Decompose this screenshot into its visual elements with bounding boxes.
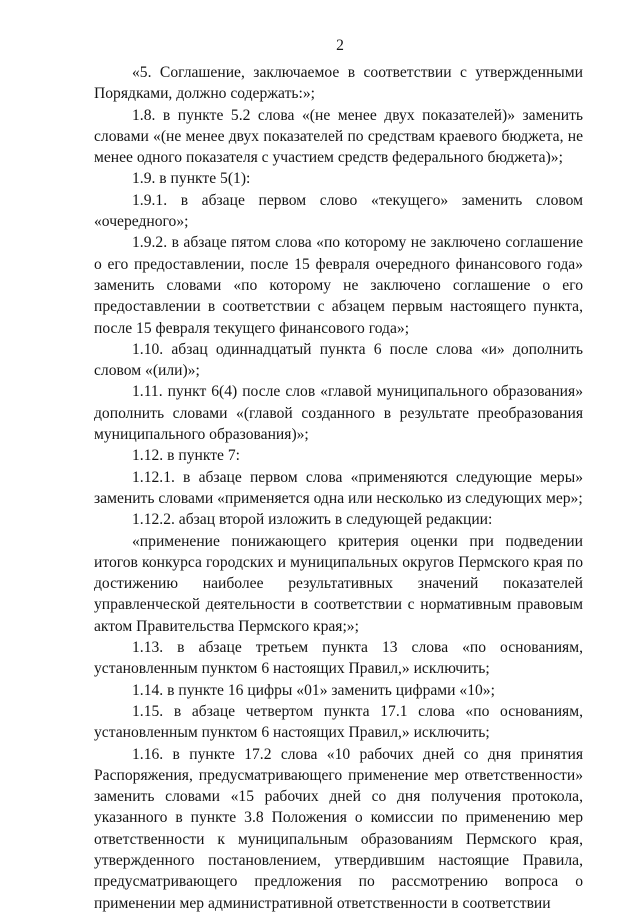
- paragraph-1-12: 1.12. в пункте 7:: [132, 447, 240, 465]
- paragraph-1-16: 1.16. в пункте 17.2 слова «10 рабочих дней со дня принятия Распоряжения, предусматривающего применение мер ответственности» заменить словами «15 рабочих дней со дня получения протокола, указанного в пункте 3.8 Положения о комиссии по применению мер ответственности к муниципальным образованиям Пермского края, утвержденного постановлением, утвердившим настоящие Правила, предусматривающего предложения по рассмотрению вопроса о применении мер административной ответственности в соответствии: [94, 745, 583, 912]
- page-number: 2: [336, 37, 344, 54]
- paragraph-1-12-2: 1.12.2. абзац второй изложить в следующей редакции:: [132, 511, 493, 529]
- paragraph-1-8: 1.8. в пункте 5.2 слова «(не менее двух показателей)» заменить словами «(не менее двух показателей по средствам краевого бюджета, не менее одного показателя с участием средств федерального бюджета)»;: [94, 106, 583, 167]
- paragraph-1-10: 1.10. абзац одиннадцатый пункта 6 после слова «и» дополнить словом «(или)»;: [94, 340, 583, 380]
- paragraph-1-9-1: 1.9.1. в абзаце первом слово «текущего» заменить словом «очередного»;: [94, 191, 583, 231]
- paragraph-1-9: 1.9. в пункте 5(1):: [132, 170, 251, 188]
- paragraph-1-15: 1.15. в абзаце четвертом пункта 17.1 слова «по основаниям, установленным пунктом 6 настоящих Правил,» исключить;: [94, 702, 583, 742]
- paragraph-agreement-quote: «5. Соглашение, заключаемое в соответствии с утвержденными Порядками, должно содержать:»;: [94, 64, 583, 103]
- document-body: [94, 62, 583, 914]
- paragraph-1-13: 1.13. в абзаце третьем пункта 13 слова «по основаниям, установленным пунктом 6 настоящих Правил,» исключить;: [94, 639, 583, 678]
- paragraph-1-9-2: 1.9.2. в абзаце пятом слова «по которому не заключено соглашение о его предоставлении, после 15 февраля очередного финансового года» заменить словами «по которому не заключено соглашение о его предоставлении в соответствии с абзацем первым настоящего пункта, после 15 февраля текущего финансового года»;: [94, 234, 583, 337]
- paragraph-new-wording-quote: «применение понижающего критерия оценки при подведении итогов конкурса городских и муниципальных округов Пермского края по достижению наиболее результативных значений показателей управленческой деятельности в соответствии с нормативным правовым актом Правительства Пермского края;»;: [94, 532, 583, 635]
- paragraph-1-14: 1.14. в пункте 16 цифры «01» заменить цифрами «10»;: [132, 681, 495, 699]
- paragraph-1-11: 1.11. пункт 6(4) после слов «главой муниципального образования» дополнить словами «(главой созданного в результате преобразования муниципального образования)»;: [94, 383, 583, 444]
- paragraph-1-12-1: 1.12.1. в абзаце первом слова «применяются следующие меры» заменить словами «применяется одна или несколько из следующих мер»;: [94, 468, 583, 507]
